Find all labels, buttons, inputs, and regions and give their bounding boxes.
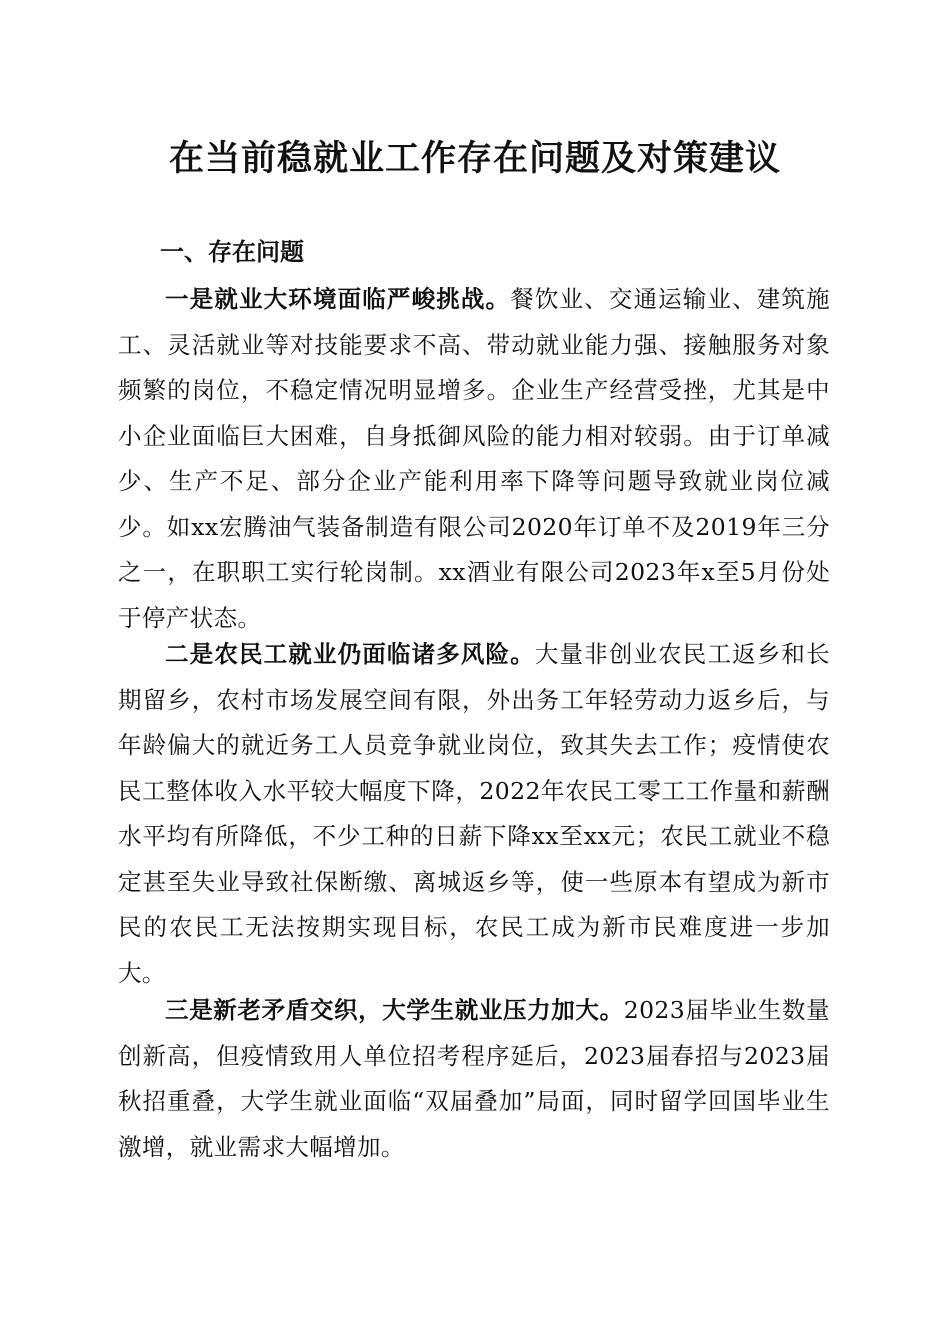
paragraph-lead: 一是就业大环境面临严峻挑战。 (165, 285, 511, 313)
paragraph-body: 2023届毕业生数量创新高，但疫情致用人单位招考程序延后，2023届春招与2023届秋招重叠，大学生就业面临“双届叠加”局面，同时留学回国毕业生激增，就业需求大幅增加。 (118, 996, 830, 1161)
paragraph-graduates (118, 988, 830, 1170)
document-title: 在当前稳就业工作存在问题及对策建议 (168, 138, 781, 179)
paragraph-employment-environment (118, 277, 830, 641)
paragraph-lead: 二是农民工就业仍面临诸多风险。 (165, 640, 535, 668)
paragraph-body: 大量非创业农民工返乡和长期留乡，农村市场发展空间有限，外出务工年轻劳动力返乡后，与年龄偏大的就近务工人员竞争就业岗位，致其失去工作；疫情使农民工整体收入水平较大幅度下降，2022年农民工零工工作量和薪酬水平均有所降低，不少工种的日薪下降xx至xx元；农民工就业不稳定甚至失业导致社保断缴、离城返乡等，使一些原本有望成为新市民的农民工无法按期实现目标，农民工成为新市民难度进一步加大。 (118, 640, 830, 987)
paragraph-body: 餐饮业、交通运输业、建筑施工、灵活就业等对技能要求不高、带动就业能力强、接触服务对象频繁的岗位，不稳定情况明显增多。企业生产经营受挫，尤其是中小企业面临巨大困难，自身抵御风险的能力相对较弱。由于订单减少、生产不足、部分企业产能利用率下降等问题导致就业岗位减少。如xx宏腾油气装备制造有限公司2020年订单不及2019年三分之一，在职职工实行轮岗制。xx酒业有限公司2023年x至5月份处于停产状态。 (118, 285, 830, 632)
section-heading: 一、存在问题 (160, 238, 304, 266)
paragraph-migrant-workers (118, 632, 830, 996)
paragraph-lead: 三是新老矛盾交织，大学生就业压力加大。 (165, 996, 624, 1024)
